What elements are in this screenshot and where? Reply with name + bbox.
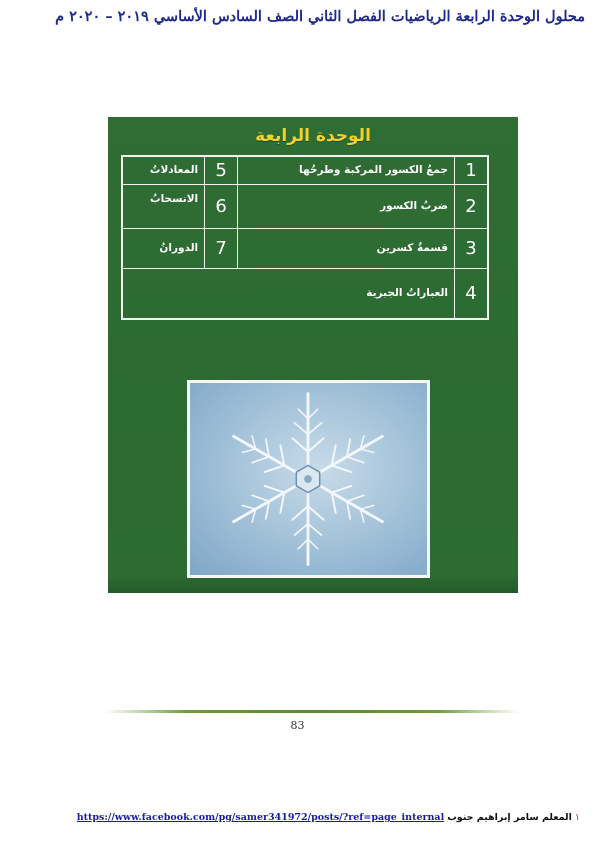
table-row: [122, 228, 488, 268]
lesson-number: 3: [455, 228, 489, 268]
table-row: [122, 268, 488, 319]
lesson-label: الانسحابُ: [122, 184, 205, 228]
author-name: المعلم سامر إبراهيم جنوب: [447, 812, 572, 823]
lesson-number: 1: [455, 156, 489, 184]
snowflake-image: [187, 380, 430, 578]
lesson-label: المعادلاتُ: [122, 156, 205, 184]
table-row: [122, 184, 488, 228]
footnote-number: ١: [574, 812, 580, 823]
facebook-link[interactable]: https://www.facebook.com/pg/samer341972/posts/?ref=page_internal: [76, 812, 445, 823]
page-divider: [105, 710, 519, 713]
lessons-table: [121, 155, 489, 320]
lesson-number: 2: [455, 184, 489, 228]
lesson-label: جمعُ الكسور المركبة وطرحُها: [238, 156, 455, 184]
lesson-label: ضربُ الكسور: [238, 184, 455, 228]
panel-bottom-band: [108, 577, 518, 593]
lesson-number: 7: [205, 228, 238, 268]
lesson-label: قسمةُ كسرين: [238, 228, 455, 268]
document-header: محلول الوحدة الرابعة الرياضيات الفصل الثاني الصف السادس الأساسي ٢٠١٩ – ٢٠٢٠ م: [55, 8, 585, 25]
lesson-number: 4: [455, 268, 489, 319]
unit-title: الوحدة الرابعة: [255, 126, 371, 146]
lesson-label: العباراتُ الجبرية: [122, 268, 455, 319]
footer: [60, 812, 580, 823]
lesson-number: 6: [205, 184, 238, 228]
lesson-label: الدورانُ: [122, 228, 205, 268]
table-row: [122, 156, 488, 184]
lesson-number: 5: [205, 156, 238, 184]
page-number: 83: [290, 719, 305, 732]
